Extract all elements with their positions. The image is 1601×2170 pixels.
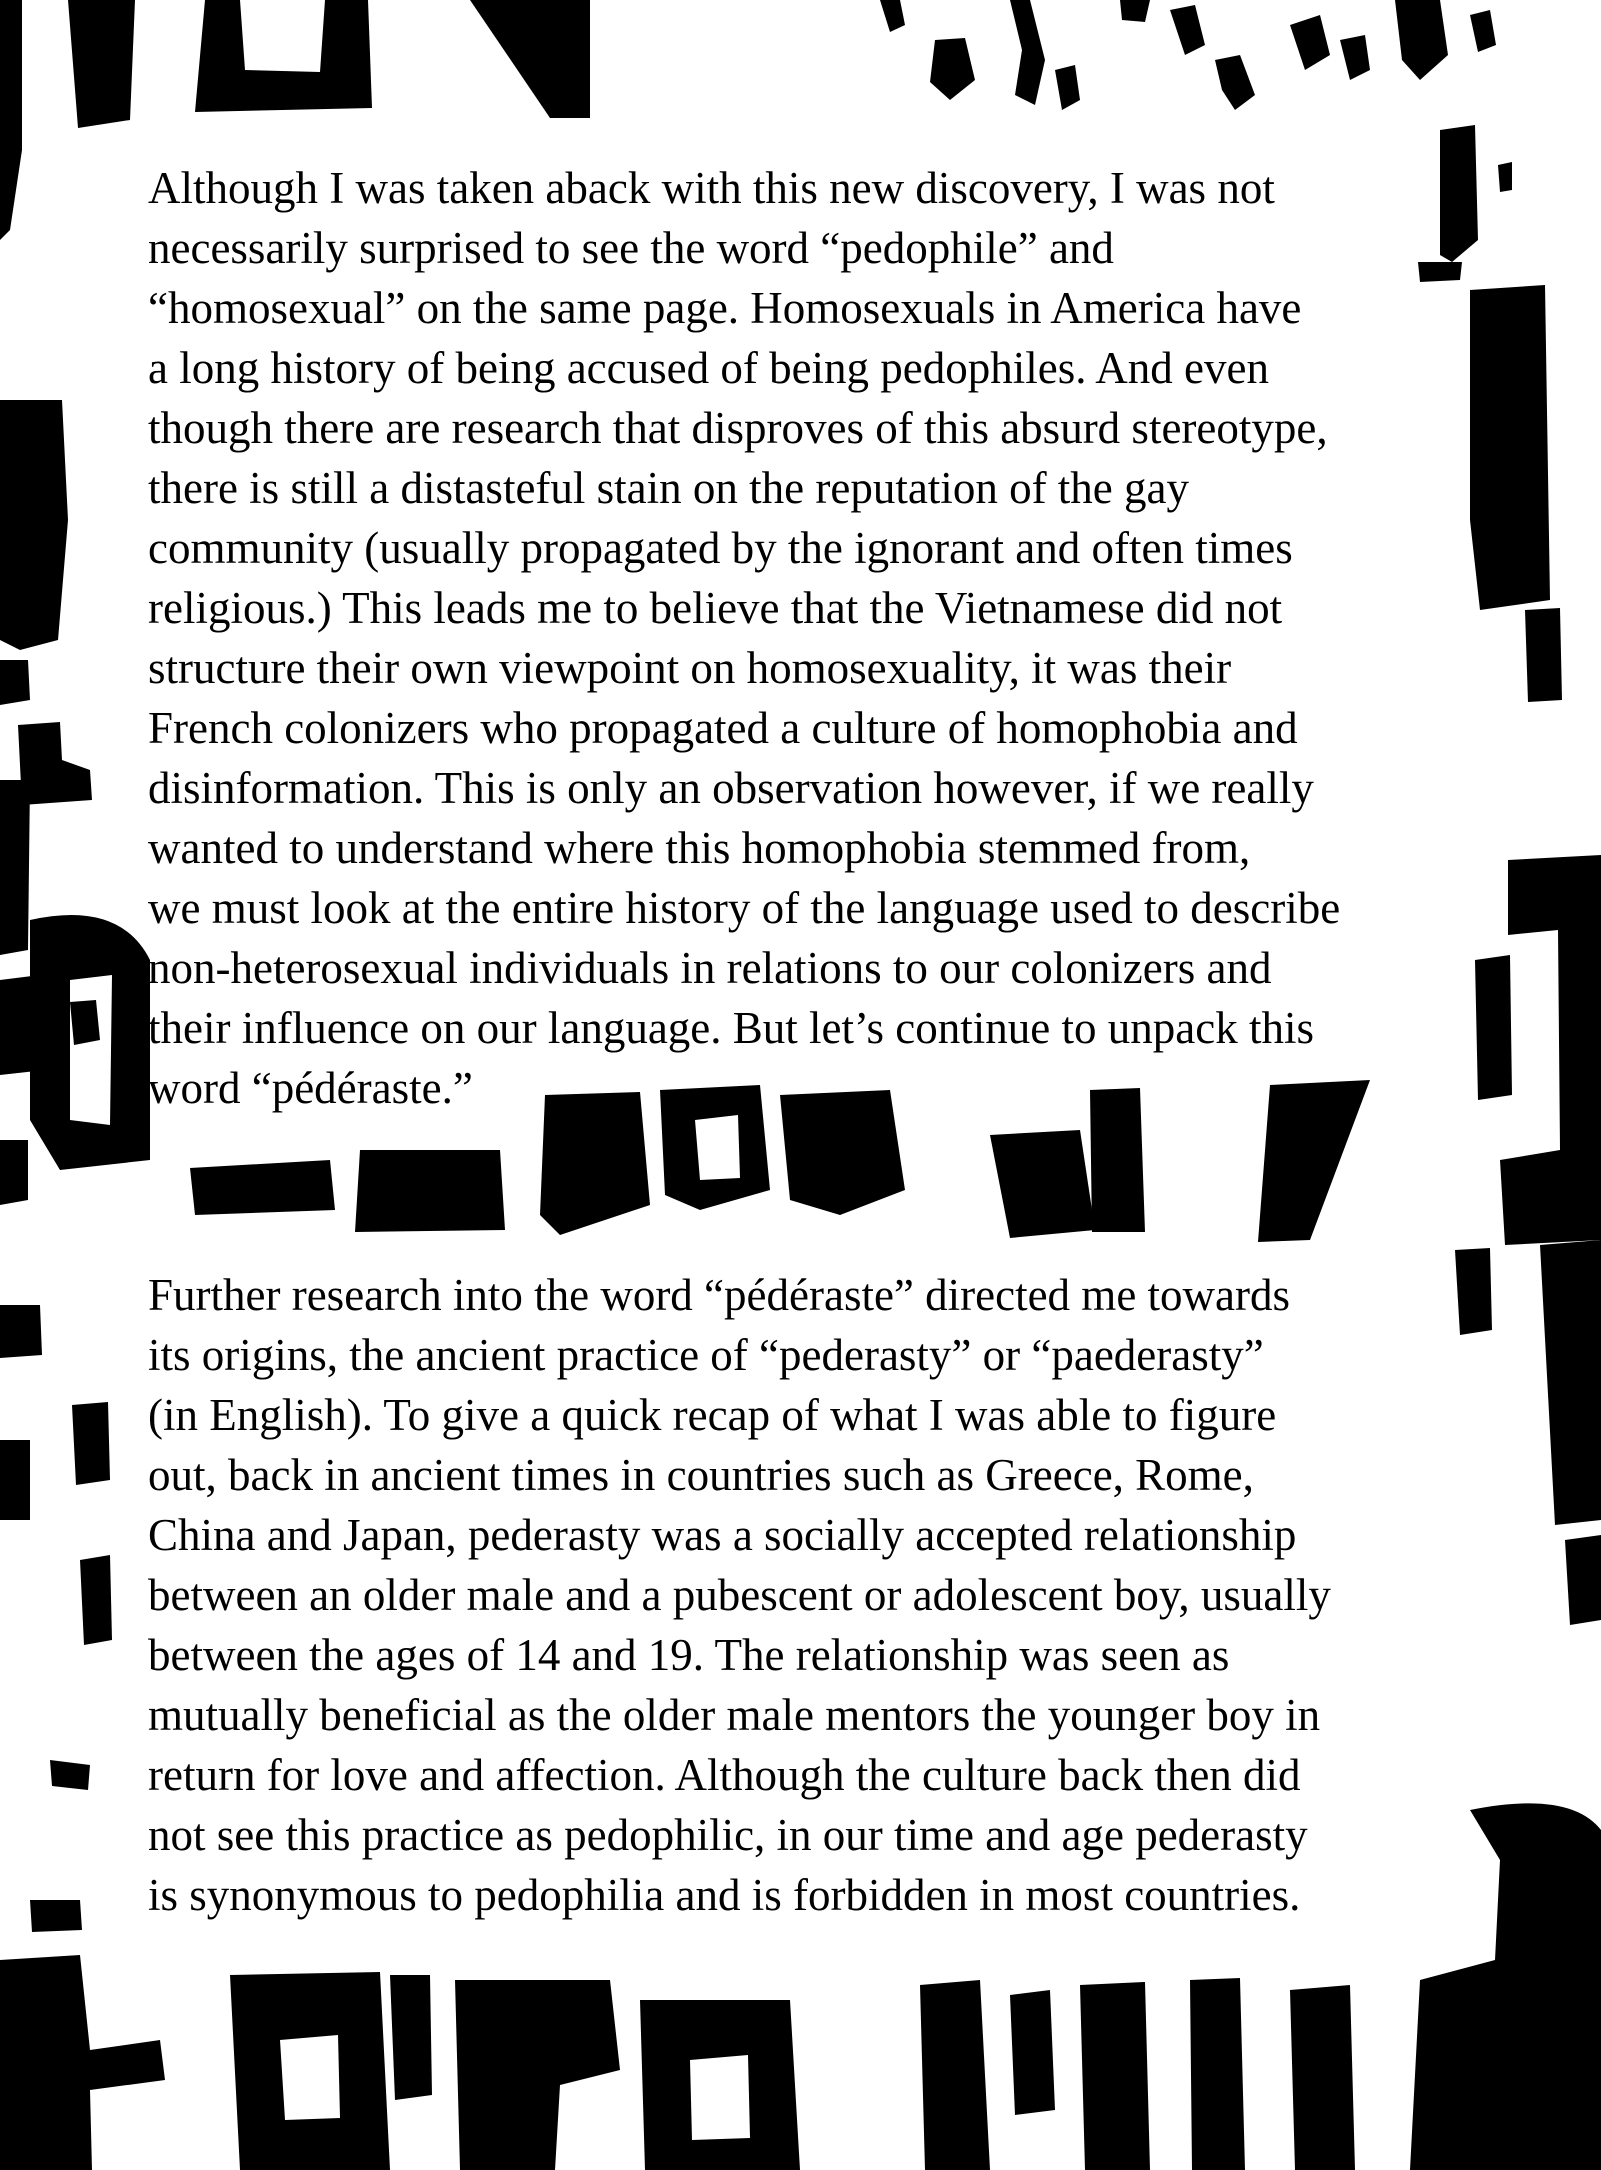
text-line: we must look at the entire history of the language used to describe — [148, 883, 1341, 933]
text-line: Although I was taken aback with this new discovery, I was not — [148, 163, 1275, 213]
text-line: return for love and affection. Although the culture back then did — [148, 1750, 1301, 1800]
text-line: between the ages of 14 and 19. The relationship was seen as — [148, 1630, 1230, 1680]
text-line: between an older male and a pubescent or adolescent boy, usually — [148, 1570, 1331, 1620]
text-line: religious.) This leads me to believe that the Vietnamese did not — [148, 583, 1283, 633]
text-line: French colonizers who propagated a culture of homophobia and — [148, 703, 1298, 753]
text-line: a long history of being accused of being pedophiles. And even — [148, 343, 1269, 393]
text-line: “homosexual” on the same page. Homosexuals in America have — [148, 283, 1302, 333]
text-line: mutually beneficial as the older male mentors the younger boy in — [148, 1690, 1321, 1740]
text-line: wanted to understand where this homophobia stemmed from, — [148, 823, 1251, 873]
text-line: out, back in ancient times in countries such as Greece, Rome, — [148, 1450, 1254, 1500]
text-line: Further research into the word “pédéraste” directed me towards — [148, 1270, 1291, 1320]
text-line: not see this practice as pedophilic, in our time and age pederasty — [148, 1810, 1308, 1860]
text-line: word “pédéraste.” — [148, 1063, 473, 1113]
text-line: disinformation. This is only an observation however, if we really — [148, 763, 1314, 813]
text-line: China and Japan, pederasty was a socially accepted relationship — [148, 1510, 1297, 1560]
text-line: (in English). To give a quick recap of what I was able to figure — [148, 1390, 1277, 1440]
text-line: is synonymous to pedophilia and is forbidden in most countries. — [148, 1870, 1301, 1920]
text-line: its origins, the ancient practice of “pederasty” or “paederasty” — [148, 1330, 1264, 1380]
paragraph-2 — [148, 1265, 1478, 1925]
paragraph-1 — [148, 158, 1478, 1118]
text-line: there is still a distasteful stain on the reputation of the gay — [148, 463, 1189, 513]
text-line: their influence on our language. But let’s continue to unpack this — [148, 1003, 1314, 1053]
text-line: non-heterosexual individuals in relations to our colonizers and — [148, 943, 1272, 993]
text-line: necessarily surprised to see the word “pedophile” and — [148, 223, 1114, 273]
text-line: though there are research that disproves of this absurd stereotype, — [148, 403, 1328, 453]
text-line: structure their own viewpoint on homosexuality, it was their — [148, 643, 1232, 693]
text-line: community (usually propagated by the ignorant and often times — [148, 523, 1293, 573]
